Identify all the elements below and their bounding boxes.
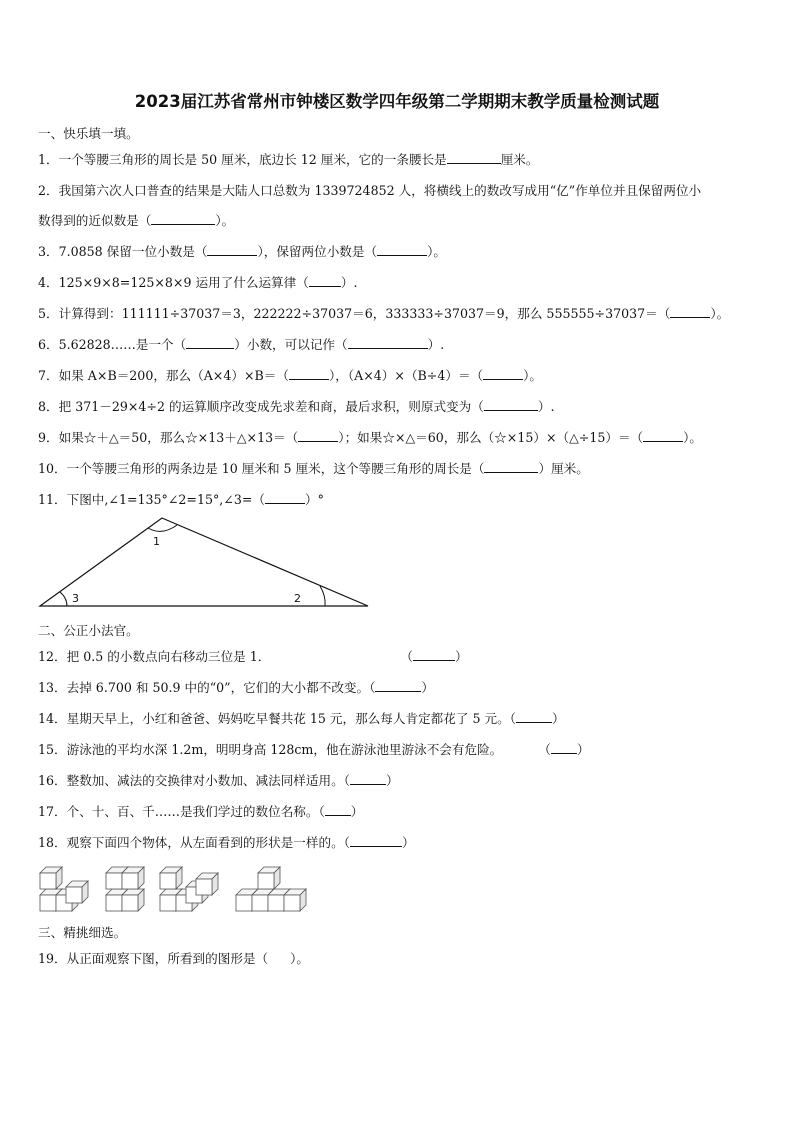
- question-16-close: ）: [385, 773, 399, 788]
- angle-2-arc: [320, 586, 325, 606]
- question-3-text-b: ），保留两位小数是（: [257, 244, 378, 259]
- angle-3-arc: [60, 592, 67, 606]
- section-heading-1: 一、快乐填一填。: [38, 126, 139, 141]
- question-17-text: 17．个、十、百、千……是我们学过的数位名称。（: [38, 804, 325, 819]
- question-1-text: 1．一个等腰三角形的周长是 50 厘米，底边长 12 厘米，它的一条腰长是: [38, 152, 447, 167]
- cube-object-2: [106, 867, 144, 911]
- cube-object-4: [236, 867, 306, 911]
- question-9-text-b: ）；如果☆×△＝60，那么（☆×15）×（△÷15）＝（: [338, 430, 644, 445]
- answer-blank-4[interactable]: [309, 274, 341, 287]
- question-14: [38, 708, 788, 727]
- question-18: [38, 832, 788, 851]
- question-8: [38, 396, 788, 415]
- question-6-text-a: 6．5.62828……是一个（: [38, 337, 187, 352]
- question-7-text-a: 7．如果 A×B＝200，那么（A×4）×B＝（: [38, 368, 289, 383]
- question-11-text: 11．下图中,∠1=135°∠2=15°,∠3=（: [38, 492, 266, 507]
- question-16: [38, 770, 788, 789]
- question-2-text: 数得到的近似数是（: [38, 213, 152, 228]
- answer-blank-12[interactable]: [413, 648, 455, 661]
- answer-blank-13[interactable]: [375, 679, 421, 692]
- answer-blank-3b[interactable]: [377, 243, 427, 256]
- page-title: 2023届江苏省常州市钟楼区数学四年级第二学期期末教学质量检测试题: [134, 92, 660, 111]
- question-15-text: 15．游泳池的平均水深 1.2m，明明身高 128cm，他在游泳池里游泳不会有危险。: [38, 742, 503, 757]
- question-14-close: ）: [551, 711, 565, 726]
- question-19: [38, 948, 788, 967]
- question-18-text: 18．观察下面四个物体，从左面看到的形状是一样的。（: [38, 835, 350, 850]
- question-9-text-a: 9．如果☆＋△＝50，那么☆×13＋△×13＝（: [38, 430, 299, 445]
- question-2-close: ）。: [215, 213, 235, 228]
- question-1-unit: 厘米。: [500, 152, 539, 167]
- answer-blank-6a[interactable]: [186, 336, 234, 349]
- question-6-text-b: ）小数，可以记作（: [234, 337, 348, 352]
- question-11: [38, 489, 788, 508]
- question-12-close: ）: [454, 649, 468, 664]
- question-5: [38, 303, 788, 322]
- cube-object-1: [40, 867, 88, 911]
- question-6-close: ）.: [427, 337, 445, 352]
- answer-blank-7b[interactable]: [483, 367, 523, 380]
- question-16-text: 16．整数加、减法的交换律对小数加、减法同样适用。（: [38, 773, 350, 788]
- question-4-close: ）.: [340, 275, 358, 290]
- answer-blank-6b[interactable]: [348, 336, 428, 349]
- question-11-close: ）°: [305, 492, 324, 507]
- question-12: [38, 646, 788, 665]
- question-8-text: 8．把 371－29×4÷2 的运算顺序改变成先求差和商，最后求积，则原式变为（: [38, 399, 484, 414]
- question-4: [38, 272, 788, 291]
- question-1: [38, 149, 788, 168]
- question-9-close: ）。: [683, 430, 703, 445]
- answer-blank-9a[interactable]: [298, 429, 338, 442]
- answer-blank-14[interactable]: [516, 710, 552, 723]
- section-heading-3: 三、精挑细选。: [38, 925, 127, 940]
- question-12-open: （: [400, 649, 413, 664]
- answer-blank-11[interactable]: [265, 491, 305, 504]
- question-5-text: 5．计算得到：111111÷37037＝3，222222÷37037＝6，333333÷37037＝9，那么 555555÷37037＝（: [38, 306, 671, 321]
- question-15-open: （: [538, 742, 551, 757]
- question-15-close: ）: [576, 742, 590, 757]
- question-7: [38, 365, 788, 384]
- angle-1-label: 1: [153, 535, 160, 548]
- question-13-text: 13．去掉 6.700 和 50.9 中的“0”，它们的大小都不改变。（: [38, 680, 376, 695]
- question-8-close: ）.: [537, 399, 555, 414]
- question-7-text-b: ），（A×4）×（B÷4）＝（: [328, 368, 484, 383]
- question-9: [38, 427, 788, 446]
- question-3-close: ）。: [427, 244, 446, 259]
- answer-blank-15[interactable]: [551, 741, 577, 754]
- triangle-figure: [36, 512, 372, 612]
- question-2-line-1: 2．我国第六次人口普查的结果是大陆人口总数为 1339724852 人，将横线上的数改写成用“亿”作单位并且保留两位小: [38, 183, 702, 198]
- triangle-outline: [40, 518, 368, 606]
- question-15: [38, 739, 788, 758]
- question-10-text: 10．一个等腰三角形的两条边是 10 厘米和 5 厘米，这个等腰三角形的周长是（: [38, 461, 485, 476]
- question-17-close: ）: [350, 804, 364, 819]
- cube-objects-figure: [36, 855, 326, 917]
- answer-blank-17[interactable]: [325, 803, 351, 816]
- cube-object-3: [160, 867, 218, 911]
- answer-blank-5[interactable]: [670, 305, 710, 318]
- question-6: [38, 334, 788, 353]
- question-13: [38, 677, 788, 696]
- answer-blank-16[interactable]: [350, 772, 386, 785]
- answer-blank-3a[interactable]: [207, 243, 257, 256]
- question-2-line-2: [38, 210, 788, 229]
- answer-blank-7a[interactable]: [289, 367, 329, 380]
- question-17: [38, 801, 788, 820]
- question-7-close: ）。: [523, 368, 543, 383]
- angle-3-label: 3: [72, 592, 79, 605]
- angle-2-label: 2: [294, 592, 301, 605]
- question-10: [38, 458, 788, 477]
- question-5-close: ）。: [710, 306, 730, 321]
- question-13-close: ）: [421, 680, 435, 695]
- answer-blank-18[interactable]: [350, 834, 402, 847]
- answer-blank-9b[interactable]: [643, 429, 683, 442]
- question-4-text: 4．125×9×8=125×8×9 运用了什么运算律（: [38, 275, 309, 290]
- section-heading-2: 二、公正小法官。: [38, 623, 139, 638]
- question-10-unit: ）厘米。: [538, 461, 589, 476]
- question-3: [38, 241, 788, 260]
- question-18-close: ）: [401, 835, 415, 850]
- question-3-text-a: 3．7.0858 保留一位小数是（: [38, 244, 208, 259]
- question-14-text: 14．星期天早上，小红和爸爸、妈妈吃早餐共花 15 元，那么每人肯定都花了 5 元。（: [38, 711, 516, 726]
- question-19-text: 19．从正面观察下图，所看到的图形是（: [38, 951, 269, 966]
- question-12-text: 12．把 0.5 的小数点向右移动三位是 1．: [38, 649, 271, 664]
- answer-blank-8[interactable]: [484, 398, 538, 411]
- answer-blank-2[interactable]: [151, 212, 215, 225]
- question-19-close: ）。: [290, 951, 310, 966]
- answer-blank-10[interactable]: [484, 460, 538, 473]
- angle-1-arc: [148, 525, 177, 531]
- answer-blank-1[interactable]: [447, 151, 501, 164]
